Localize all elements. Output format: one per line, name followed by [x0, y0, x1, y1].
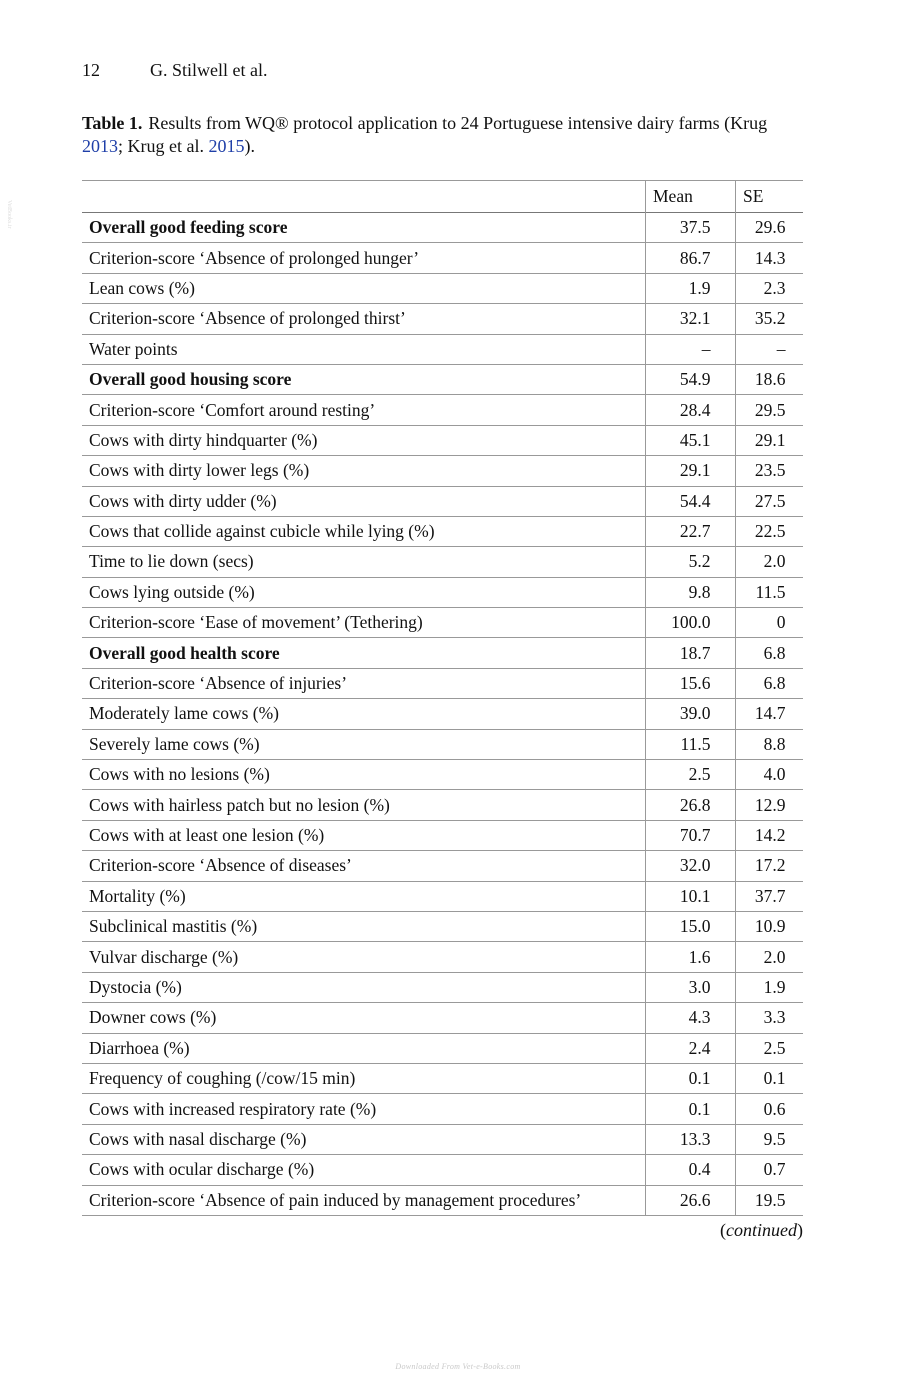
row-label: Lean cows (%) — [89, 277, 195, 298]
row-mean — [646, 1033, 736, 1063]
table-body — [82, 213, 803, 1216]
row-se-value: 14.3 — [754, 247, 786, 268]
header-se: SE — [736, 181, 804, 213]
row-se-value: 35.2 — [754, 308, 786, 329]
table-row — [82, 364, 803, 394]
row-se — [736, 547, 804, 577]
row-mean — [646, 790, 736, 820]
results-table-container — [82, 180, 803, 1216]
row-se — [736, 213, 804, 243]
row-mean-value: – — [701, 338, 711, 359]
row-label: Overall good health score — [89, 642, 280, 663]
row-se — [736, 790, 804, 820]
row-mean-value: 54.9 — [679, 369, 711, 390]
row-se-value: 14.7 — [754, 703, 786, 724]
running-head — [82, 60, 267, 81]
table-row — [82, 456, 803, 486]
row-se-value: 6.8 — [763, 673, 786, 694]
table-row — [82, 881, 803, 911]
row-se-value: 8.8 — [763, 733, 786, 754]
table-row — [82, 213, 803, 243]
row-se — [736, 273, 804, 303]
row-label: Criterion-score ‘Ease of movement’ (Tethering) — [89, 612, 423, 633]
row-se-value: 6.8 — [763, 642, 786, 663]
row-label: Criterion-score ‘Absence of prolonged thirst’ — [89, 308, 406, 329]
row-label: Criterion-score ‘Absence of prolonged hunger’ — [89, 247, 420, 268]
row-se — [736, 304, 804, 334]
table-row — [82, 608, 803, 638]
row-se-value: 2.0 — [763, 551, 786, 572]
row-se — [736, 364, 804, 394]
row-mean — [646, 608, 736, 638]
row-label: Cows with dirty udder (%) — [89, 490, 277, 511]
row-se — [736, 516, 804, 546]
results-table — [82, 180, 803, 1216]
row-mean-value: 13.3 — [679, 1128, 711, 1149]
row-se-value: 14.2 — [754, 825, 786, 845]
row-label: Cows with no lesions (%) — [89, 764, 270, 785]
row-mean-value: 2.5 — [688, 764, 711, 785]
row-se — [736, 972, 804, 1002]
row-label: Moderately lame cows (%) — [89, 703, 279, 724]
row-mean — [646, 1124, 736, 1154]
row-mean — [646, 577, 736, 607]
row-label: Water points — [89, 338, 178, 359]
row-mean-value: 0.1 — [688, 1098, 711, 1119]
row-mean-value: 0.4 — [688, 1159, 711, 1180]
row-se-value: 19.5 — [754, 1189, 786, 1210]
row-mean — [646, 213, 736, 243]
row-mean-value: 1.6 — [688, 946, 711, 967]
row-se-value: 4.0 — [763, 764, 786, 785]
row-mean — [646, 911, 736, 941]
row-se — [736, 638, 804, 668]
row-label: Vulvar discharge (%) — [89, 946, 239, 967]
row-label: Mortality (%) — [89, 885, 186, 906]
row-mean — [646, 304, 736, 334]
row-se — [736, 334, 804, 364]
row-label: Downer cows (%) — [89, 1007, 217, 1028]
table-row — [82, 851, 803, 881]
row-se-value: 11.5 — [755, 581, 786, 602]
table-row — [82, 395, 803, 425]
table-row — [82, 820, 803, 850]
row-se-value: 0.1 — [763, 1068, 786, 1089]
row-se-value: 17.2 — [754, 855, 786, 876]
row-mean — [646, 486, 736, 516]
caption-text-1: Results from WQ® protocol application to 24 Portuguese intensive dairy farms (Krug — [148, 113, 768, 133]
row-label: Dystocia (%) — [89, 976, 182, 997]
row-label: Cows with dirty hindquarter (%) — [89, 429, 318, 450]
page-number: 12 — [82, 60, 100, 80]
row-se-value: 23.5 — [754, 460, 786, 481]
row-mean — [646, 1063, 736, 1093]
row-se-value: 22.5 — [754, 521, 786, 542]
row-mean-value: 4.3 — [688, 1007, 711, 1028]
table-row — [82, 668, 803, 698]
side-watermark: VetBooks.ir — [6, 200, 12, 229]
row-mean — [646, 1003, 736, 1033]
row-label: Cows with hairless patch but no lesion (%) — [89, 794, 390, 815]
row-mean — [646, 760, 736, 790]
row-mean-value: 70.7 — [679, 825, 711, 845]
row-mean-value: 39.0 — [679, 703, 711, 724]
row-mean-value: 0.1 — [688, 1068, 711, 1089]
row-se-value: 29.5 — [754, 399, 786, 420]
row-mean — [646, 364, 736, 394]
row-mean-value: 26.6 — [679, 1189, 711, 1210]
row-mean — [646, 1155, 736, 1185]
row-se-value: 29.1 — [754, 429, 786, 450]
row-se-value: 18.6 — [754, 369, 786, 390]
table-row — [82, 942, 803, 972]
row-mean — [646, 456, 736, 486]
row-label: Cows lying outside (%) — [89, 581, 255, 602]
row-se — [736, 456, 804, 486]
row-se — [736, 486, 804, 516]
table-row — [82, 760, 803, 790]
row-se — [736, 1003, 804, 1033]
row-mean-value: 37.5 — [679, 217, 711, 238]
table-row — [82, 273, 803, 303]
header-mean: Mean — [646, 181, 736, 213]
row-mean — [646, 1185, 736, 1215]
row-se — [736, 699, 804, 729]
table-row — [82, 699, 803, 729]
table-row — [82, 638, 803, 668]
row-label: Cows with ocular discharge (%) — [89, 1159, 315, 1180]
caption-text-3: ). — [244, 136, 255, 156]
row-label: Cows with at least one lesion (%) — [89, 825, 325, 845]
row-mean — [646, 820, 736, 850]
table-row — [82, 911, 803, 941]
row-se-value: 2.0 — [763, 946, 786, 967]
row-label: Severely lame cows (%) — [89, 733, 260, 754]
table-row — [82, 486, 803, 516]
row-mean-value: 22.7 — [679, 521, 711, 542]
row-mean-value: 1.9 — [688, 277, 711, 298]
row-se — [736, 942, 804, 972]
row-mean-value: 28.4 — [679, 399, 711, 420]
row-mean — [646, 972, 736, 1002]
row-mean-value: 18.7 — [679, 642, 711, 663]
row-se-value: 37.7 — [754, 885, 786, 906]
row-mean-value: 5.2 — [688, 551, 711, 572]
row-mean — [646, 547, 736, 577]
row-mean — [646, 729, 736, 759]
row-se-value: 12.9 — [754, 794, 786, 815]
row-mean — [646, 668, 736, 698]
row-mean-value: 100.0 — [671, 612, 711, 633]
row-mean-value: 32.0 — [679, 855, 711, 876]
row-mean — [646, 395, 736, 425]
row-se — [736, 1155, 804, 1185]
row-se — [736, 608, 804, 638]
table-header-row — [82, 181, 803, 213]
row-se — [736, 425, 804, 455]
table-row — [82, 1185, 803, 1215]
row-se — [736, 729, 804, 759]
row-se — [736, 1185, 804, 1215]
row-label: Cows that collide against cubicle while lying (%) — [89, 521, 435, 542]
row-se — [736, 668, 804, 698]
row-label: Time to lie down (secs) — [89, 551, 254, 572]
row-se — [736, 851, 804, 881]
table-caption-label: Table 1. — [82, 113, 143, 133]
row-label: Criterion-score ‘Absence of pain induced by management procedures’ — [89, 1189, 582, 1210]
row-label: Criterion-score ‘Absence of injuries’ — [89, 673, 348, 694]
table-row — [82, 1094, 803, 1124]
table-row — [82, 1003, 803, 1033]
table-row — [82, 790, 803, 820]
table-caption — [82, 112, 804, 158]
running-head-authors: G. Stilwell et al. — [150, 60, 268, 80]
row-mean — [646, 699, 736, 729]
continued-note: (continued) — [720, 1220, 803, 1240]
row-mean-value: 2.4 — [688, 1037, 711, 1058]
row-se — [736, 1063, 804, 1093]
row-se — [736, 911, 804, 941]
row-se — [736, 820, 804, 850]
row-label: Criterion-score ‘Absence of diseases’ — [89, 855, 352, 876]
row-se-value: 0 — [776, 612, 786, 633]
table-row — [82, 1124, 803, 1154]
table-row — [82, 547, 803, 577]
row-mean-value: 29.1 — [679, 460, 711, 481]
row-mean-value: 15.0 — [679, 916, 711, 937]
row-mean-value: 3.0 — [688, 976, 711, 997]
row-se-value: 3.3 — [763, 1007, 786, 1028]
row-se — [736, 1094, 804, 1124]
row-se-value: 0.7 — [763, 1159, 786, 1180]
row-label: Diarrhoea (%) — [89, 1037, 190, 1058]
header-label — [82, 181, 646, 213]
table-row — [82, 1063, 803, 1093]
row-label: Cows with nasal discharge (%) — [89, 1128, 307, 1149]
citation-link-2013[interactable]: 2013 — [82, 136, 118, 156]
row-mean-value: 54.4 — [679, 490, 711, 511]
row-label: Frequency of coughing (/cow/15 min) — [89, 1068, 356, 1089]
row-se — [736, 243, 804, 273]
row-mean-value: 45.1 — [679, 429, 711, 450]
row-se-value: 0.6 — [763, 1098, 786, 1119]
row-label: Criterion-score ‘Comfort around resting’ — [89, 399, 376, 420]
table-row — [82, 1033, 803, 1063]
table-row — [82, 577, 803, 607]
row-se-value: 29.6 — [754, 217, 786, 238]
row-label: Overall good housing score — [89, 369, 292, 390]
row-se-value: 10.9 — [754, 916, 786, 937]
footer-watermark: Downloaded From Vet-e-Books.com — [395, 1362, 521, 1371]
caption-text-2: ; Krug et al. — [118, 136, 209, 156]
table-row — [82, 972, 803, 1002]
row-se-value: 27.5 — [754, 490, 786, 511]
row-mean — [646, 516, 736, 546]
row-mean-value: 15.6 — [679, 673, 711, 694]
row-se-value: – — [776, 338, 786, 359]
row-mean — [646, 243, 736, 273]
citation-link-2015[interactable]: 2015 — [208, 136, 245, 156]
row-se-value: 2.5 — [763, 1037, 786, 1058]
row-se-value: 2.3 — [763, 277, 786, 298]
row-se — [736, 1033, 804, 1063]
row-mean — [646, 273, 736, 303]
row-mean — [646, 851, 736, 881]
table-row — [82, 334, 803, 364]
row-mean-value: 32.1 — [679, 308, 711, 329]
row-se — [736, 760, 804, 790]
table-row — [82, 304, 803, 334]
table-row — [82, 425, 803, 455]
row-se — [736, 577, 804, 607]
row-mean-value: 9.8 — [688, 581, 711, 602]
row-mean — [646, 942, 736, 972]
row-se-value: 1.9 — [763, 976, 786, 997]
row-se — [736, 395, 804, 425]
table-row — [82, 243, 803, 273]
row-se — [736, 1124, 804, 1154]
row-mean-value: 11.5 — [680, 733, 711, 754]
row-se — [736, 881, 804, 911]
row-mean-value: 26.8 — [679, 794, 711, 815]
table-row — [82, 1155, 803, 1185]
row-mean — [646, 881, 736, 911]
table-row — [82, 516, 803, 546]
row-mean — [646, 1094, 736, 1124]
row-label: Cows with increased respiratory rate (%) — [89, 1098, 377, 1119]
row-se-value: 9.5 — [763, 1128, 786, 1149]
row-mean-value: 86.7 — [679, 247, 711, 268]
row-mean — [646, 638, 736, 668]
table-row — [82, 729, 803, 759]
row-label: Overall good feeding score — [89, 217, 288, 238]
row-label: Subclinical mastitis (%) — [89, 916, 258, 937]
row-label: Cows with dirty lower legs (%) — [89, 460, 310, 481]
row-mean — [646, 334, 736, 364]
row-mean — [646, 425, 736, 455]
row-mean-value: 10.1 — [679, 885, 711, 906]
continued-text: continued — [726, 1220, 797, 1240]
